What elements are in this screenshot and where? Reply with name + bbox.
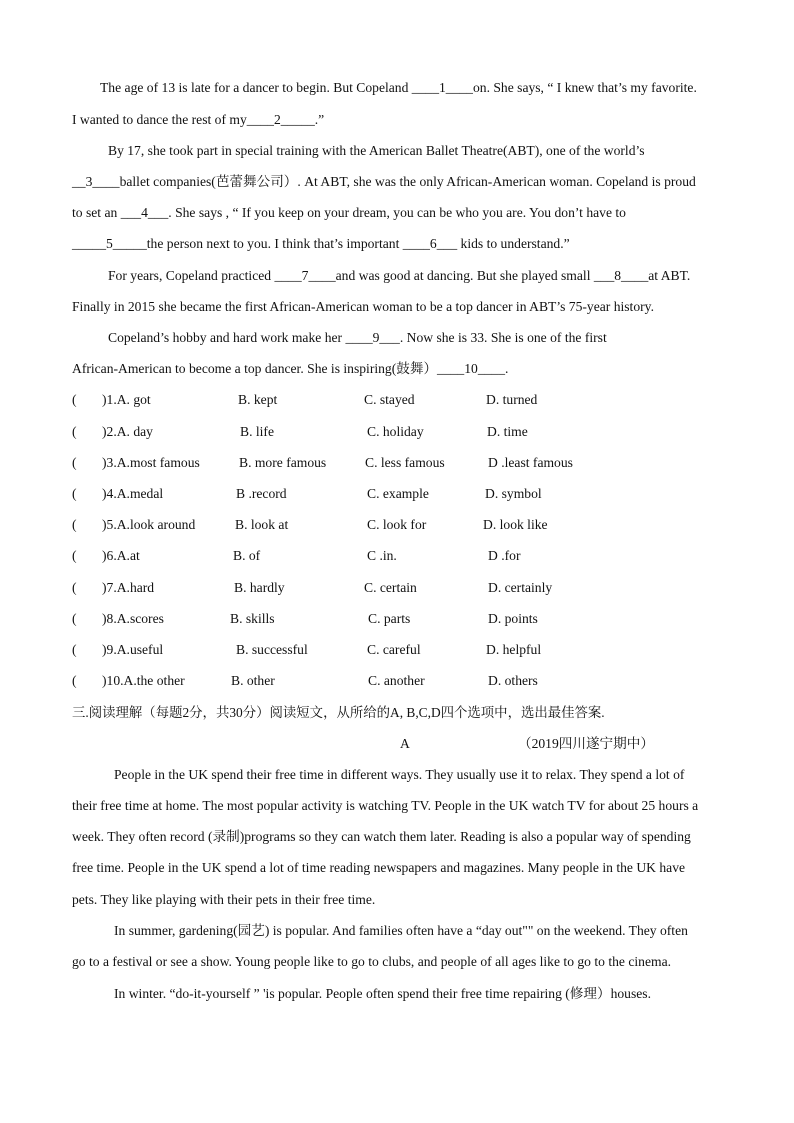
cloze-line-6: _____5_____the person next to you. I think that’s important ____6___ kids to understand.” bbox=[72, 236, 570, 251]
answer-paren[interactable]: ( bbox=[72, 548, 77, 563]
option-a: )7.A.hard bbox=[102, 580, 155, 595]
question-row bbox=[72, 546, 724, 566]
option-d: D. certainly bbox=[488, 580, 553, 595]
cloze-line-8: Finally in 2015 she became the first African-American woman to be a top dancer in ABT’s 75-year history. bbox=[72, 299, 654, 314]
option-d: D .for bbox=[488, 548, 521, 563]
option-d: D. symbol bbox=[485, 486, 542, 501]
option-a: )3.A.most famous bbox=[102, 455, 200, 470]
passage-line-4: free time. People in the UK spend a lot of time reading newspapers and magazines. Many people in the UK have bbox=[72, 860, 686, 875]
option-d: D. time bbox=[487, 424, 528, 439]
cloze-line-7: For years, Copeland practiced ____7____and was good at dancing. But she played small ___8____at ABT. bbox=[108, 268, 691, 283]
cloze-line-2: I wanted to dance the rest of my____2_____.” bbox=[72, 112, 325, 127]
option-a: )8.A.scores bbox=[102, 611, 164, 626]
option-b: B .record bbox=[236, 486, 287, 501]
question-row bbox=[72, 671, 724, 691]
option-d: D. turned bbox=[486, 392, 538, 407]
answer-paren[interactable]: ( bbox=[72, 611, 77, 626]
passage-line-7: go to a festival or see a show. Young people like to go to clubs, and people of all ages like to go to the cinema. bbox=[72, 954, 671, 969]
option-a: )2.A. day bbox=[102, 424, 153, 439]
option-c: C. careful bbox=[367, 642, 421, 657]
option-c: C. holiday bbox=[367, 424, 424, 439]
option-a: )9.A.useful bbox=[102, 642, 164, 657]
option-d: D. others bbox=[488, 673, 538, 688]
option-c: C. another bbox=[368, 673, 425, 688]
option-a: )1.A. got bbox=[102, 392, 151, 407]
cloze-line-5: to set an ___4___. She says , “ If you keep on your dream, you can be who you are. You don’t have to bbox=[72, 205, 626, 220]
option-c: C. parts bbox=[368, 611, 411, 626]
answer-paren[interactable]: ( bbox=[72, 424, 77, 439]
passage-label: A bbox=[400, 736, 410, 751]
answer-paren[interactable]: ( bbox=[72, 673, 77, 688]
answer-paren[interactable]: ( bbox=[72, 517, 77, 532]
answer-paren[interactable]: ( bbox=[72, 642, 77, 657]
option-c: C. look for bbox=[367, 517, 427, 532]
option-b: B. skills bbox=[230, 611, 275, 626]
question-row bbox=[72, 640, 724, 660]
question-row bbox=[72, 453, 724, 473]
cloze-line-9: Copeland’s hobby and hard work make her ____9___. Now she is 33. She is one of the first bbox=[108, 330, 607, 345]
option-a: )4.A.medal bbox=[102, 486, 164, 501]
option-a: )10.A.the other bbox=[102, 673, 185, 688]
option-b: B. of bbox=[233, 548, 261, 563]
option-c: C. less famous bbox=[365, 455, 445, 470]
option-c: C. certain bbox=[364, 580, 417, 595]
answer-paren[interactable]: ( bbox=[72, 392, 77, 407]
section-title: 三.阅读理解（每题2分，共30分）阅读短文，从所给的A, B,C,D四个选项中，选出最佳答案. bbox=[72, 705, 605, 720]
cloze-line-1: The age of 13 is late for a dancer to begin. But Copeland ____1____on. She says, “ I knew that’s my favorite. bbox=[100, 80, 697, 95]
passage-source: （2019四川遂宁期中） bbox=[518, 736, 654, 751]
answer-paren[interactable]: ( bbox=[72, 580, 77, 595]
option-b: B. look at bbox=[235, 517, 289, 532]
passage-line-2: their free time at home. The most popular activity is watching TV. People in the UK watch TV for about 25 hours a bbox=[72, 798, 699, 813]
cloze-line-3: By 17, she took part in special training with the American Ballet Theatre(ABT), one of the world’s bbox=[108, 143, 645, 158]
passage-line-5: pets. They like playing with their pets in their free time. bbox=[72, 892, 376, 907]
option-b: B. life bbox=[240, 424, 274, 439]
option-d: D. points bbox=[488, 611, 538, 626]
question-row bbox=[72, 390, 724, 410]
option-c: C. example bbox=[367, 486, 429, 501]
question-row bbox=[72, 484, 724, 504]
option-b: B. kept bbox=[238, 392, 278, 407]
option-b: B. hardly bbox=[234, 580, 285, 595]
option-a: )6.A.at bbox=[102, 548, 140, 563]
option-d: D. helpful bbox=[486, 642, 542, 657]
cloze-line-4: __3____ballet companies(芭蕾舞公司）. At ABT, she was the only African-American woman. Copeland is proud bbox=[72, 174, 696, 189]
passage-line-6: In summer, gardening(园艺) is popular. And families often have a “day out"" on the weekend. They often bbox=[114, 923, 688, 938]
option-d: D. look like bbox=[483, 517, 548, 532]
question-row bbox=[72, 578, 724, 598]
option-a: )5.A.look around bbox=[102, 517, 196, 532]
passage-line-1: People in the UK spend their free time in different ways. They usually use it to relax. They spend a lot of bbox=[114, 767, 685, 782]
passage-line-8: In winter. “do-it-yourself ” 'is popular. People often spend their free time repairing (修理）houses. bbox=[114, 986, 651, 1001]
option-b: B. successful bbox=[236, 642, 308, 657]
option-b: B. more famous bbox=[239, 455, 327, 470]
option-c: C .in. bbox=[367, 548, 397, 563]
answer-paren[interactable]: ( bbox=[72, 455, 77, 470]
option-b: B. other bbox=[231, 673, 275, 688]
question-row bbox=[72, 515, 724, 535]
question-row bbox=[72, 422, 724, 442]
cloze-line-10: African-American to become a top dancer. She is inspiring(鼓舞）____10____. bbox=[72, 361, 509, 376]
option-c: C. stayed bbox=[364, 392, 415, 407]
question-row bbox=[72, 609, 724, 629]
passage-line-3: week. They often record (录制)programs so they can watch them later. Reading is also a popular way of spending bbox=[72, 829, 691, 844]
option-d: D .least famous bbox=[488, 455, 573, 470]
answer-paren[interactable]: ( bbox=[72, 486, 77, 501]
